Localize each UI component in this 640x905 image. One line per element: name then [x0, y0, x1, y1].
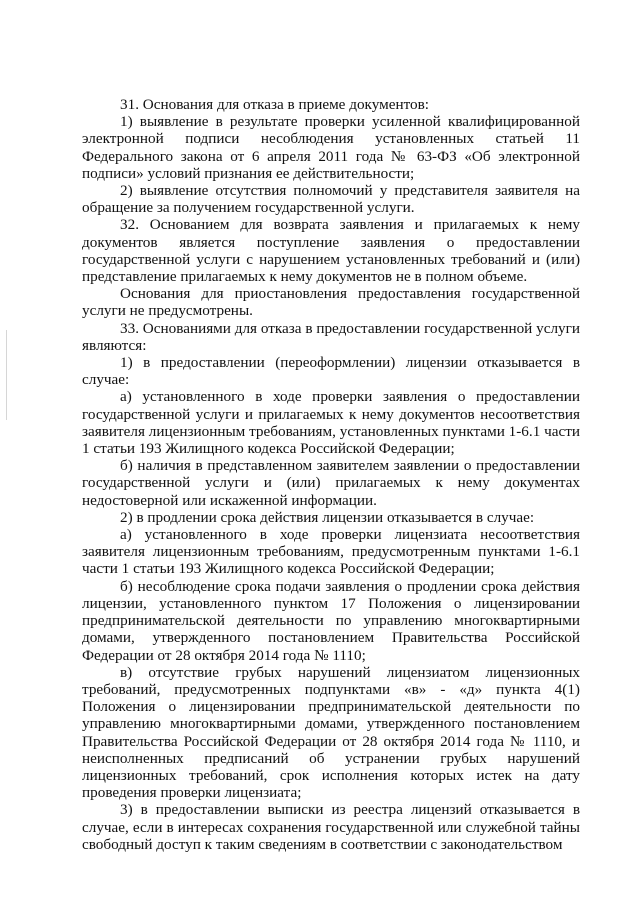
- paragraph-33-item-1: 1) в предоставлении (переоформлении) лицензии отказывается в случае:: [82, 354, 580, 389]
- paragraph-31-item-2: 2) выявление отсутствия полномочий у представителя заявителя на обращение за получением государственной услуги.: [82, 182, 580, 217]
- paragraph-33-title: 33. Основаниями для отказа в предоставлении государственной услуги являются:: [82, 319, 580, 354]
- paragraph-33-item-2a: а) установленного в ходе проверки лицензиата несоответствия заявителя лицензионным требованиям, предусмотренным пунктами 1-6.1 части 1 статьи 193 Жилищного кодекса Российской Федерации;: [82, 526, 580, 578]
- paragraph-33-item-3: 3) в предоставлении выписки из реестра лицензий отказывается в случае, если в интересах сохранения государственной или служебной тайны свободный доступ к таким сведениям в соответствии с законодательством: [82, 801, 580, 853]
- paragraph-32: 32. Основанием для возврата заявления и прилагаемых к нему документов является поступление заявления о предоставлении государственной услуги с нарушением установленных требований и (или) представление прилагаемых к нему документов не в полном объеме.: [82, 216, 580, 286]
- paragraph-33-item-1b: б) наличия в представленном заявителем заявлении о предоставлении государственной услуги и (или) прилагаемых к нему документах недостоверной или искаженной информации.: [82, 457, 580, 509]
- paragraph-33-item-2: 2) в продлении срока действия лицензии отказывается в случае:: [120, 508, 535, 526]
- document-body: [82, 96, 580, 853]
- paragraph-31-item-1: 1) выявление в результате проверки усиленной квалифицированной электронной подписи несоблюдения установленных статьей 11 Федерального закона от 6 апреля 2011 года № 63-ФЗ «Об электронной подписи» условий признания ее действительности;: [82, 113, 580, 182]
- paragraph-suspension-grounds: Основания для приостановления предоставления государственной услуги не предусмотрены.: [82, 285, 580, 320]
- paragraph-33-item-2b: б) несоблюдение срока подачи заявления о продлении срока действия лицензии, установленного пунктом 17 Положения о лицензировании предпринимательской деятельности по управлению многоквартирными домами, утвержденного постановлением Правительства Российской Федерации от 28 октября 2014 года № 1110;: [82, 577, 580, 664]
- paragraph-33-item-1a: а) установленного в ходе проверки заявления о предоставлении государственной услуги и прилагаемых к нему документов несоответствия заявителя лицензионным требованиям, установленных пунктами 1-6.1 части 1 статьи 193 Жилищного кодекса Российской Федерации;: [82, 388, 580, 458]
- paragraph-31-title: 31. Основания для отказа в приеме документов:: [120, 96, 429, 113]
- paragraph-33-item-2v: в) отсутствие грубых нарушений лицензиатом лицензионных требований, предусмотренных подпунктами «в» - «д» пункта 4(1) Положения о лицензировании предпринимательской деятельности по управлению многоквартирными домами, утвержденного постановлением Правительства Российской Федерации от 28 октября 2014 года № 1110, и неисполненных предписаний об устранении грубых нарушений лицензионных требований, срок исполнения которых истек на дату проведения проверки лицензиата;: [82, 663, 580, 802]
- scan-edge-mark: [6, 330, 7, 420]
